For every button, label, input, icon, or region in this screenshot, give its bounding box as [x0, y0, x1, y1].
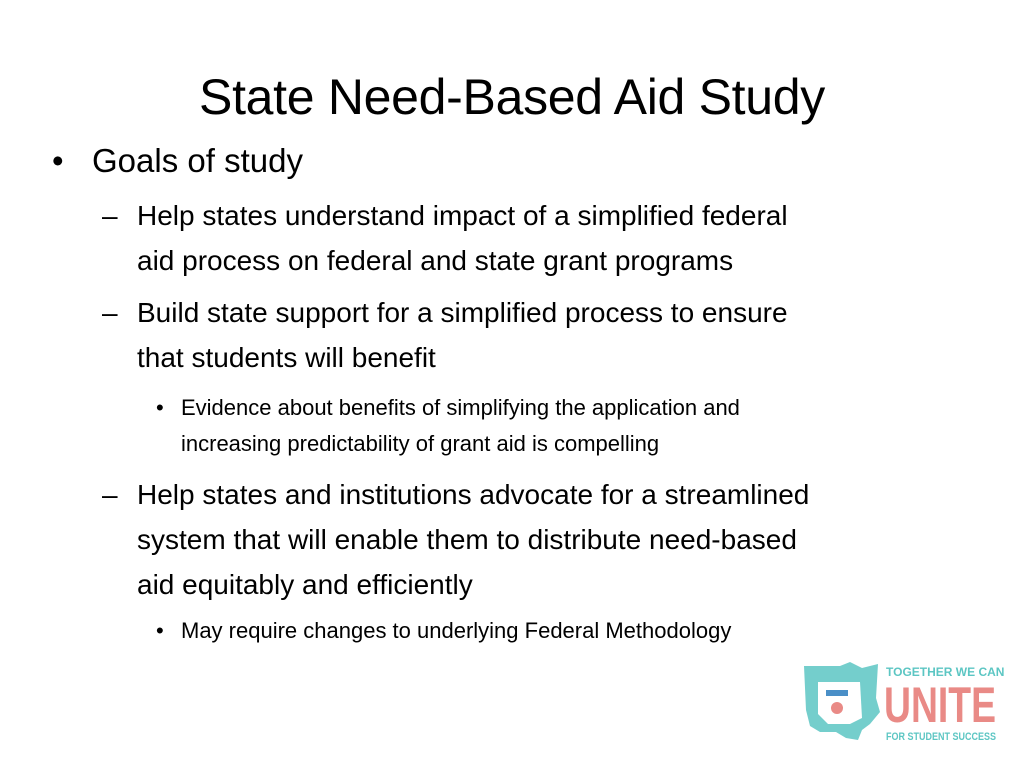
sub-bullet-text: aid process on federal and state grant programs: [137, 245, 734, 276]
dash-marker: –: [102, 297, 118, 328]
bullet-marker: •: [156, 618, 164, 643]
sub-bullet-2: [102, 290, 967, 380]
dash-marker: –: [102, 479, 118, 510]
sub-bullet-text: aid equitably and efficiently: [137, 569, 473, 600]
sub-bullet-text: that students will benefit: [137, 342, 436, 373]
dash-marker: –: [102, 200, 118, 231]
sub-bullet-text: Help states understand impact of a simplified federal: [137, 200, 788, 231]
sub-bullet-text: Help states and institutions advocate for a streamlined: [137, 479, 810, 510]
bullet-marker: •: [156, 395, 164, 420]
bullet-goals: [52, 138, 303, 184]
logo-tagline-bottom: FOR STUDENT SUCCESS: [886, 731, 996, 743]
sub-bullet-3: [102, 472, 967, 607]
bullet-marker: •: [52, 142, 64, 179]
sub-sub-bullet-1: [156, 390, 941, 462]
unite-logo: [800, 660, 1005, 744]
sub-sub-bullet-text: Evidence about benefits of simplifying the application and: [181, 395, 740, 420]
slide-title: State Need-Based Aid Study: [199, 69, 825, 125]
sub-bullet-text: system that will enable them to distribute need-based: [137, 524, 797, 555]
sub-sub-bullet-text: May require changes to underlying Federal Methodology: [181, 618, 732, 643]
sub-bullet-1: [102, 193, 967, 283]
sub-bullet-text: Build state support for a simplified process to ensure: [137, 297, 788, 328]
sub-sub-bullet-text: increasing predictability of grant aid is compelling: [181, 431, 660, 456]
bullet-text: Goals of study: [92, 142, 303, 179]
sub-sub-bullet-2: [156, 613, 941, 649]
logo-tagline-top: TOGETHER WE CAN: [886, 665, 1005, 679]
logo-wordmark: UNITE: [884, 677, 996, 733]
